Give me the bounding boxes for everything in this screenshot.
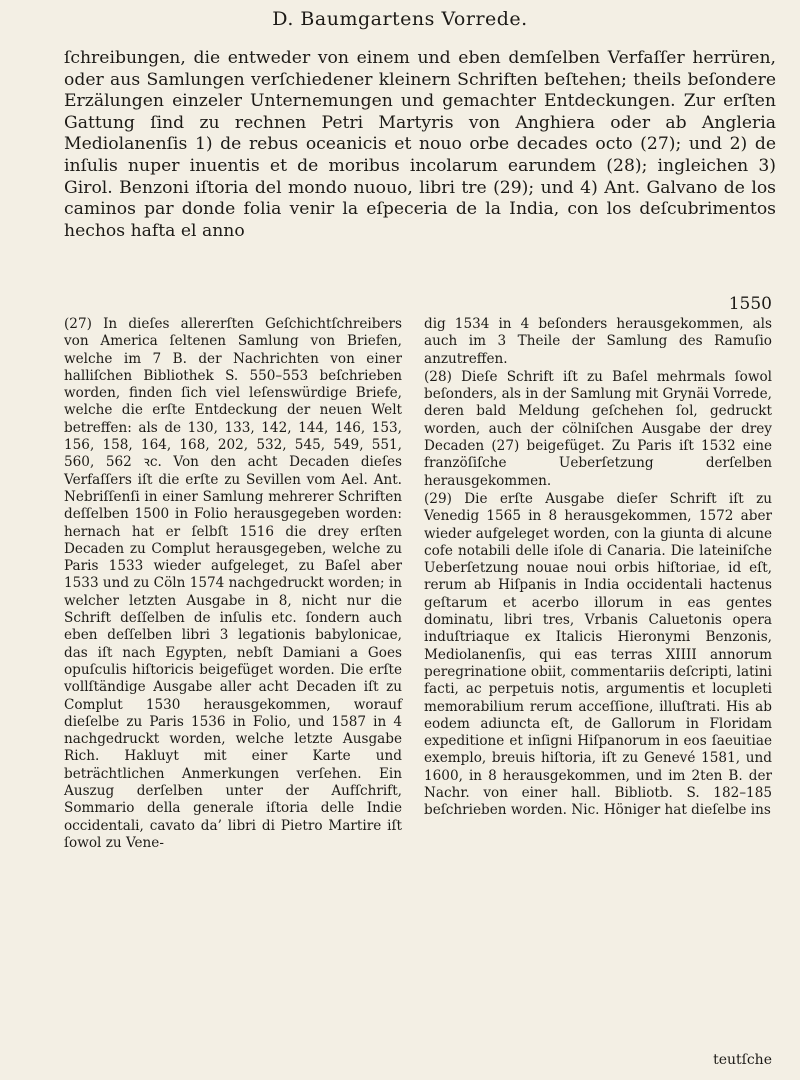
main-paragraph: ſchreibungen, die entweder von einem und eben demſelben Verfaſſer herrüren, oder aus Samlungen verſchiedener kleinern Schriften beſtehen; theils beſondere Erzälungen einzeler Unternemungen und gemachter Entdeckungen. Zur erſten Gattung ſind zu rechnen Petri Martyris von Anghiera oder ab Angleria Mediolanenſis 1) de rebus oceanicis et nouo orbe decades octo (27); und 2) de inſulis nuper inuentis et de moribus incolarum earundem (28); ingleichen 3) Girol. Benzoni iſtoria del mondo nuouo, libri tre (29); und 4) Ant. Galvano de los caminos par donde folia venir la eſpeceria de la India, con los deſcubrimentos hechos hafta el anno bbox=[64, 48, 776, 241]
footnotes-right-column bbox=[424, 316, 772, 821]
running-header: D. Baumgartens Vorrede. bbox=[272, 8, 528, 30]
footnote-27-continued: dig 1534 in 4 beſonders herausgekommen, als auch im 3 Theile der Samlung des Ramuſio anzutreffen. bbox=[424, 316, 772, 367]
footnote-27: (27) In dieſes allererſten Geſchichtſchreibers von America ſeltenen Samlung von Briefen, welche im 7 B. der Nachrichten von einer halliſchen Bibliothek S. 550–553 beſchrieben worden, finden ſich viel leſenswürdige Briefe, welche die erſte Entdeckung der neuen Welt betreffen: als de 130, 133, 142, 144, 146, 153, 156, 158, 164, 168, 202, 532, 545, 549, 551, 560, 562 ꝛc. Von den acht Decaden dieſes Verfaſſers iſt die erſte zu Sevillen vom Ael. Ant. Nebriſſenſi in einer Samlung mehrerer Schriften deſſelben 1500 in Folio herausgegeben worden: hernach hat er ſelbſt 1516 die drey erſten Decaden zu Complut herausgegeben, welche zu Paris 1533 wieder aufgeleget, zu Baſel aber 1533 und zu Cöln 1574 nachgedruckt worden; in welcher letzten Ausgabe in 8, nicht nur die Schrift deſſelben de inſulis etc. ſondern auch eben deſſelben libri 3 legationis babylonicae, das iſt nach Egypten, nebſt Damiani a Goes opuſculis hiſtoricis beigefüget worden. Die erſte vollſtändige Ausgabe aller acht Decaden iſt zu Complut 1530 herausgekommen, worauf dieſelbe zu Paris 1536 in Folio, und 1587 in 4 nachgedruckt worden, welche letzte Ausgabe Rich. Hakluyt mit einer Karte und beträchtlichen Anmerkungen verſehen. Ein Auszug derſelben unter der Aufſchrift, Sommario della generale iſtoria delle Indie occidentali, cavato da’ libri di Pietro Martire iſt ſowol zu Vene- bbox=[64, 316, 402, 851]
footnote-28: (28) Dieſe Schrift iſt zu Baſel mehrmals ſowol beſonders, als in der Samlung mit Grynäi Vorrede, deren bald Meldung geſchehen ſol, gedruckt worden, auch der cölniſchen Ausgabe der drey Decaden (27) beigefüget. Zu Paris iſt 1532 eine franzöſiſche Ueberſetzung derſelben herausgekommen. bbox=[424, 368, 772, 489]
main-text bbox=[64, 48, 776, 242]
footnotes-left-column bbox=[64, 316, 402, 853]
continuation-number: 1550 bbox=[728, 294, 772, 314]
footnote-29: (29) Die erſte Ausgabe dieſer Schrift iſt zu Venedig 1565 in 8 herausgekommen, 1572 aber wieder aufgeleget worden, con la giunta di alcune cofe notabili delle iſole di Canaria. Die lateiniſche Ueberſetzung nouae noui orbis hiſtoriae, id eſt, rerum ab Hiſpanis in India occidentali hactenus geſtarum et acerbo illorum in eas gentes dominatu, libri tres, Vrbanis Caluetonis opera induſtriaque ex Italicis Hieronymi Benzonis, Mediolanenſis, qui eas terras XIIII annorum peregrinatione obiit, commentariis deſcripti, latini facti, ac perpetuis notis, argumentis et locupleti memorabilium rerum acceſſione, illuſtrati. His ab eodem adiuncta eſt, de Gallorum in Floridam expeditione et inſigni Hiſpanorum in eos ſaeuitiae exemplo, breuis hiſtoria, iſt zu Genevé 1581, und 1600, in 8 herausgekommen, und im 2ten B. der Nachr. von einer hall. Bibliotb. S. 182–185 beſchrieben worden. Nic. Höniger hat dieſelbe ins bbox=[424, 490, 772, 819]
catchword: teutſche bbox=[713, 1052, 772, 1068]
